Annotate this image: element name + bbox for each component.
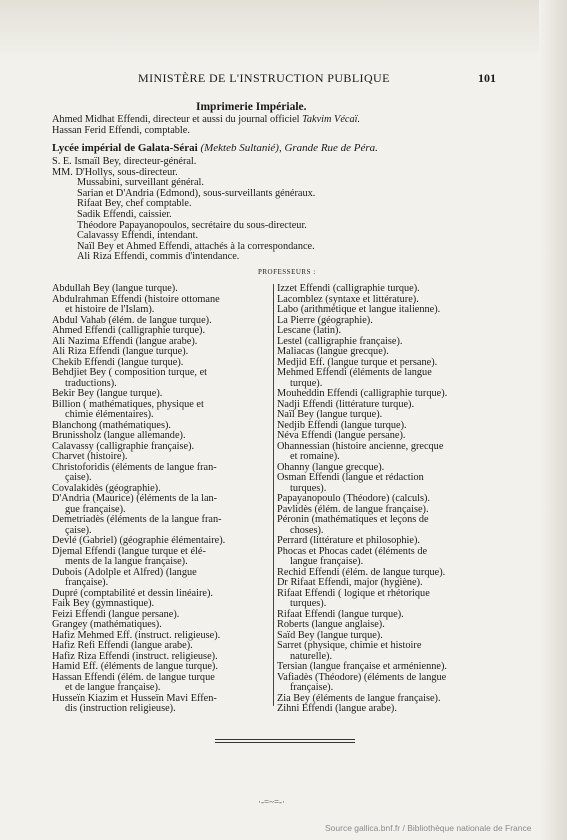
professor-entry: et histoire de l'Islam).	[65, 304, 155, 315]
professor-entry: Faik Bey (gymnastique).	[52, 598, 155, 609]
professor-entry: Chekib Effendi (langue turque).	[52, 356, 184, 368]
staff-line: Rifaat Bey, chef comptable.	[77, 198, 192, 210]
professor-entry: Abdulrahman Effendi (histoire ottomane	[52, 293, 220, 305]
staff-line: Naïl Bey et Ahmed Effendi, attachés à la correspondance.	[77, 240, 315, 252]
professor-entry: Feizi Effendi (langue persane).	[52, 608, 180, 620]
professor-entry: Mouheddin Effendi (calligraphie turque).	[277, 388, 448, 399]
professor-entry: Néva Effendi (langue persane).	[277, 430, 406, 441]
professors-right-column	[273, 283, 506, 714]
professor-entry: Covalakidès (géographie).	[52, 482, 161, 494]
professor-entry: turques).	[290, 482, 327, 494]
professor-entry: turque).	[290, 377, 323, 389]
professor-entry: française).	[290, 682, 334, 693]
closing-rule-bottom	[215, 742, 355, 743]
professor-entry: Maliacas (langue grecque).	[277, 346, 389, 357]
professor-entry: Naïl Bey (langue turque).	[277, 409, 383, 420]
professor-entry: Ohannessian (histoire ancienne, grecque	[277, 440, 444, 452]
professor-entry: Rifaat Effendi ( logique et rhétorique	[277, 587, 430, 599]
professor-entry: Pavlidès (élém. de langue française).	[277, 503, 429, 515]
professor-entry: Dupré (comptabilité et dessin linéaire).	[52, 587, 213, 599]
staff-line: Sadik Effendi, caissier.	[77, 209, 172, 220]
professor-entry: Perrard (littérature et philosophie).	[277, 535, 420, 546]
running-title: MINISTÈRE DE L'INSTRUCTION PUBLIQUE	[138, 71, 390, 85]
page-header	[0, 71, 567, 87]
lycee-title-line	[52, 143, 378, 154]
professor-entry: Charvet (histoire).	[52, 451, 128, 462]
professor-entry: Brunissholz (langue allemande).	[52, 430, 186, 441]
professor-entry: Osman Effendi (langue et rédaction	[277, 472, 424, 483]
professor-entry: Izzet Effendi (calligraphie turque).	[277, 283, 420, 294]
imprimerie-line-1-text: Ahmed Midhat Effendi, directeur et aussi du journal officiel	[52, 114, 303, 125]
professor-entry: Blanchong (mathématiques).	[52, 419, 171, 431]
professor-entry: La Pierre (géographie).	[277, 314, 373, 326]
professor-entry: Lescane (latin).	[277, 325, 342, 336]
professor-entry: Zia Bey (éléments de langue française).	[277, 692, 441, 704]
imprimerie-line-2: Hassan Ferid Effendi, comptable.	[52, 125, 190, 136]
professor-entry: Nadji Effendi (littérature turque).	[277, 398, 415, 410]
page-top-shadow	[0, 0, 567, 60]
professor-entry: Péronin (mathématiques et leçons de	[277, 514, 429, 525]
professor-entry: Grangey (mathématiques).	[52, 619, 162, 630]
professeurs-header: PROFESSEURS :	[258, 268, 316, 276]
staff-line: Calavassy Effendi, intendant.	[77, 230, 199, 242]
professor-entry: Labo (arithmétique et langue italienne).	[277, 304, 441, 315]
imprimerie-line-1	[52, 115, 360, 126]
professor-entry: chimie élémentaires).	[65, 409, 154, 420]
imprimerie-title: Imprimerie Impériale.	[196, 101, 307, 113]
professor-entry: Dr Rifaat Effendi, major (hygiène).	[277, 577, 423, 588]
staff-line: Théodore Papayanopoulos, secrétaire du sous-directeur.	[77, 219, 307, 231]
staff-line: Ali Riza Effendi, commis d'intendance.	[77, 251, 240, 263]
staff-line: Mussabini, surveillant général.	[77, 177, 204, 189]
professor-entry: Roberts (langue anglaise).	[277, 619, 385, 630]
footer-ornament: ·-=~=-·	[258, 797, 286, 807]
professor-entry: Hafiz Riza Effendi (instruct. religieuse).	[52, 650, 218, 662]
closing-rule-top	[215, 739, 355, 740]
professor-entry: Zihni Effendi (langue arabe).	[277, 703, 397, 714]
lycee-title: Lycée impérial de Galata-Sérai	[52, 142, 198, 154]
professor-entry: çaise).	[65, 472, 92, 483]
professor-entry: Behdjiet Bey ( composition turque, et	[52, 367, 207, 378]
professor-entry: Billion ( mathématiques, physique et	[52, 398, 204, 410]
professor-entry: langue française).	[290, 556, 364, 567]
professor-entry: D'Andria (Maurice) (éléments de la lan-	[52, 493, 218, 504]
source-attribution: Source gallica.bnf.fr / Bibliothèque nationale de France	[325, 823, 532, 833]
professor-entry: Saïd Bey (langue turque).	[277, 629, 383, 641]
professor-entry: Vafiadès (Théodore) (éléments de langue	[277, 671, 447, 683]
journal-name: Takvim Vécaï.	[302, 114, 361, 125]
professor-entry: et de langue française).	[65, 682, 161, 693]
lycee-subtitle: (Mekteb Sultanié), Grande Rue de Péra.	[200, 142, 378, 154]
professor-entry: Calavassy (calligraphie française).	[52, 440, 195, 452]
professor-entry: Rechid Effendi (élém. de langue turque).	[277, 566, 446, 578]
professor-entry: Christoforidis (éléments de langue fran-	[52, 461, 217, 473]
professor-entry: gue française).	[65, 503, 126, 515]
professor-entry: Phocas et Phocas cadet (éléments de	[277, 545, 428, 557]
professor-entry: Nedjib Effendi (langue turque).	[277, 419, 407, 431]
page-right-edge	[539, 0, 567, 840]
professor-entry: naturelle).	[290, 650, 333, 662]
professor-entry: Hamid Eff. (éléments de langue turque).	[52, 661, 218, 672]
professor-entry: Ali Nazima Effendi (langue arabe).	[52, 335, 198, 347]
professor-entry: Sarret (physique, chimie et histoire	[277, 640, 422, 651]
professor-entry: Tersian (langue française et arménienne).	[277, 661, 447, 672]
professor-entry: Djemal Effendi (langue turque et élé-	[52, 545, 206, 557]
professor-entry: Demetriadès (éléments de la langue fran-	[52, 514, 222, 525]
professor-entry: Ahmed Effendi (calligraphie turque).	[52, 325, 206, 336]
professor-entry: Hafiz Refi Effendi (langue arabe).	[52, 640, 193, 651]
professor-entry: française).	[65, 577, 109, 588]
professor-entry: Hassan Effendi (élém. de langue turque	[52, 671, 215, 683]
professor-entry: Devlé (Gabriel) (géographie élémentaire).	[52, 535, 226, 546]
staff-line: Sarian et D'Andria (Edmond), sous-surveillants généraux.	[77, 187, 316, 199]
professor-entry: Rifaat Effendi (langue turque).	[277, 608, 404, 620]
professor-entry: Ohanny (langue grecque).	[277, 461, 385, 473]
professor-entry: turques).	[290, 598, 327, 609]
professor-entry: choses).	[290, 524, 324, 536]
professor-entry: ments de la langue française).	[65, 556, 188, 567]
page-number: 101	[478, 71, 496, 85]
professor-entry: Papayanopoulo (Théodore) (calculs).	[277, 493, 430, 504]
professor-entry: Lacomblez (syntaxe et littérature).	[277, 293, 419, 305]
staff-line: S. E. Ismaïl Bey, directeur-général.	[52, 156, 197, 167]
professor-entry: Ali Riza Effendi (langue turque).	[52, 346, 189, 357]
professor-entry: Dubois (Adolple et Alfred) (langue	[52, 566, 197, 578]
professor-entry: et romaine).	[290, 451, 340, 462]
professor-entry: traductions).	[65, 377, 117, 389]
professor-entry: Mehmed Effendi (éléments de langue	[277, 367, 432, 378]
professor-entry: Bekir Bey (langue turque).	[52, 388, 163, 399]
professor-entry: Hafiz Mehmed Eff. (instruct. religieuse).	[52, 629, 221, 641]
professor-entry: Lestel (calligraphie française).	[277, 335, 403, 347]
professor-entry: Husseïn Kiazim et Husseïn Mavi Effen-	[52, 692, 217, 704]
professor-entry: Medjid Eff. (langue turque et persane).	[277, 356, 438, 368]
professors-left-column	[52, 284, 270, 715]
professor-entry: Abdul Vahab (élém. de langue turque).	[52, 314, 212, 326]
professor-entry: dis (instruction religieuse).	[65, 703, 176, 714]
staff-line: MM. D'Hollys, sous-directeur.	[52, 166, 178, 178]
professor-entry: Abdullah Bey (langue turque).	[52, 283, 178, 294]
professor-entry: çaise).	[65, 524, 92, 536]
